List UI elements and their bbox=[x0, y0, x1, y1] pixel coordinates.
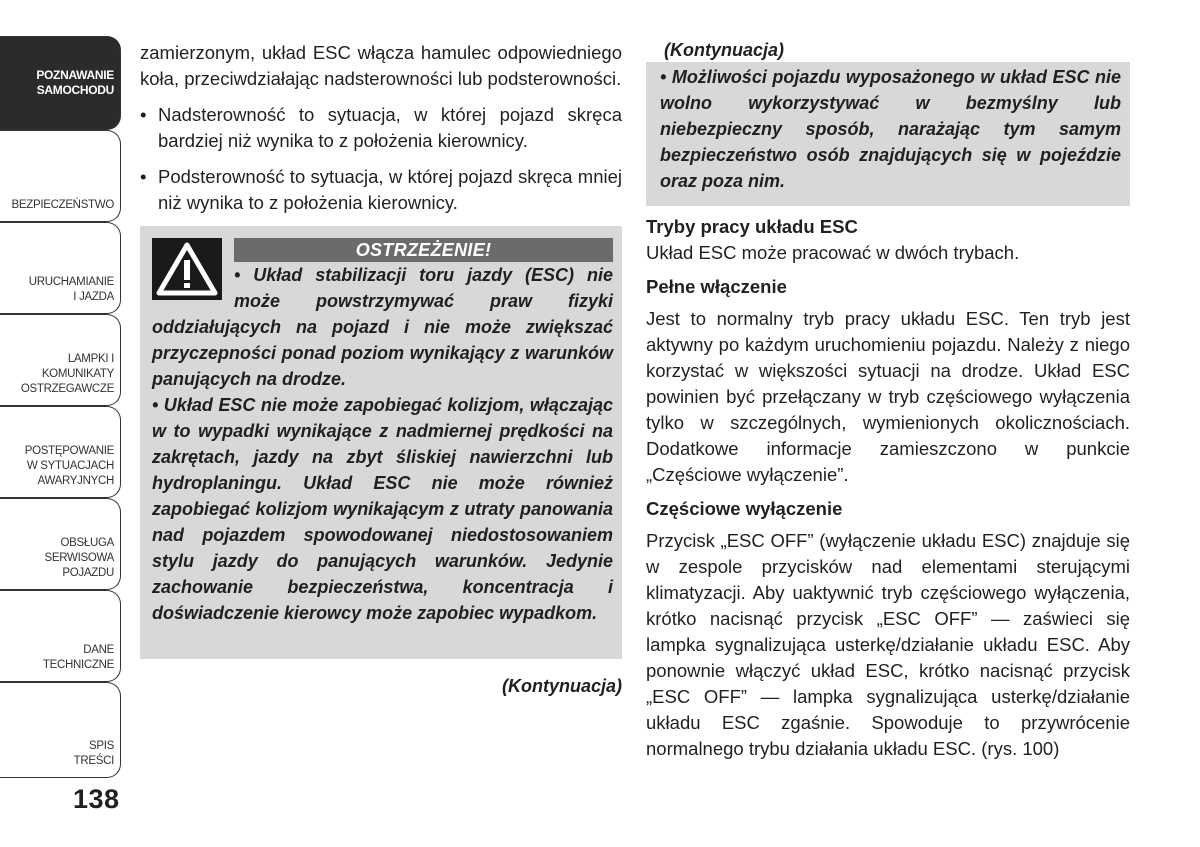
bullet-understeer: • Podsterowność to sytuacja, w której pojazd skręca mniej niż wynika to z położenia kierownicy. bbox=[140, 164, 622, 216]
warning-text bbox=[152, 262, 613, 626]
tab-bezpieczenstwo[interactable]: BEZPIECZEŃSTWO bbox=[0, 130, 121, 222]
tab-spis-tresci[interactable]: SPIS TREŚCI bbox=[0, 682, 121, 778]
warning-box bbox=[140, 226, 622, 659]
tab-obsluga-serwisowa[interactable]: OBSŁUGA SERWISOWA POJAZDU bbox=[0, 498, 121, 590]
intro-paragraph: zamierzonym, układ ESC włącza hamulec odpowiedniego koła, przeciwdziałając nadsterowności lub podsterowności. bbox=[140, 42, 622, 89]
right-column bbox=[646, 40, 1130, 762]
bullet-oversteer: • Nadsterowność to sytuacja, w której pojazd skręca bardziej niż wynika to z położenia kierownicy. bbox=[140, 102, 622, 154]
full-text: Jest to normalny tryb pracy układu ESC. Ten tryb jest aktywny po każdym uruchomieniu pojazdu. Należy z niego korzystać w większości sytuacji na drodze. Układ ESC powinien być przełączany w tryb częściowego wyłączenia tylko w szczególnych, wymienionych okolicznościach. Dodatkowe informacje zamieszczono w punkcie „Częściowe wyłączenie”. bbox=[646, 308, 1130, 485]
tab-uruchamianie-i-jazda[interactable]: URUCHAMIANIE I JAZDA bbox=[0, 222, 121, 314]
tab-poznawanie-samochodu[interactable]: POZNAWANIE SAMOCHODU bbox=[0, 36, 121, 130]
continued-label-left: (Kontynuacja) bbox=[501, 676, 622, 696]
modes-text: Układ ESC może pracować w dwóch trybach. bbox=[646, 242, 1020, 263]
tab-lampki-i-komunikaty[interactable]: LAMPKI I KOMUNIKATY OSTRZEGAWCZE bbox=[0, 314, 121, 406]
tab-postepowanie-awaryjne[interactable]: POSTĘPOWANIE W SYTUACJACH AWARYJNYCH bbox=[0, 406, 121, 498]
section-heading-full: Pełne włączenie bbox=[646, 276, 787, 297]
warning-triangle-icon bbox=[152, 238, 222, 300]
section-heading-modes: Tryby pracy układu ESC bbox=[646, 216, 858, 237]
warning-item-1: • Układ stabilizacji toru jazdy (ESC) nie może powstrzymywać praw fizyki oddziałujących na pojazd i nie może zwiększać przyczepności ponad poziom wynikający z warunków panujących na drodze. bbox=[152, 265, 613, 389]
left-column bbox=[140, 40, 622, 699]
warning-heading: OSTRZEŻENIE! bbox=[234, 238, 613, 262]
tab-dane-techniczne[interactable]: DANE TECHNICZNE bbox=[0, 590, 121, 682]
warning-item-2: • Układ ESC nie może zapobiegać kolizjom, włączając w to wypadki wynikające z nadmiernej prędkości na zakrętach, jazdy na zbyt śliskiej nawierzchni lub hydroplaningu. Układ ESC nie może również zapobiegać kolizjom wynikającym z utraty panowania nad pojazdem spowodowanej niedostosowaniem stylu jazdy do panujących warunków. Jedynie zachowanie bezpieczeństwa, koncentracja i doświadczenie kierowcy może zapobiec wypadkom. bbox=[152, 395, 613, 623]
partial-text: Przycisk „ESC OFF” (wyłączenie układu ESC) znajduje się w zespole przycisków nad elementami sterującymi klimatyzacji. Aby uaktywnić tryb częściowego wyłączenia, krótko nacisnąć przycisk „ESC OFF” — zaświeci się lampka sygnalizująca usterkę/działanie układu ESC. Aby ponownie włączyć układ ESC, krótko nacisnąć przycisk „ESC OFF” — lampka sygnalizująca usterkę/działanie układu ESC zgaśnie. Spowoduje to przywrócenie normalnego trybu działania układu ESC. (rys. 100) bbox=[646, 530, 1130, 759]
continued-label-right: (Kontynuacja) bbox=[664, 40, 785, 60]
note-box: • Możliwości pojazdu wyposażonego w układ ESC nie wolno wykorzystywać w bezmyślny lub niebezpieczny sposób, narażając tym samym bezpieczeństwo osób znajdujących się w pojeździe oraz poza nim. bbox=[646, 62, 1130, 206]
section-heading-partial: Częściowe wyłączenie bbox=[646, 498, 843, 519]
page-number: 138 bbox=[73, 784, 120, 814]
